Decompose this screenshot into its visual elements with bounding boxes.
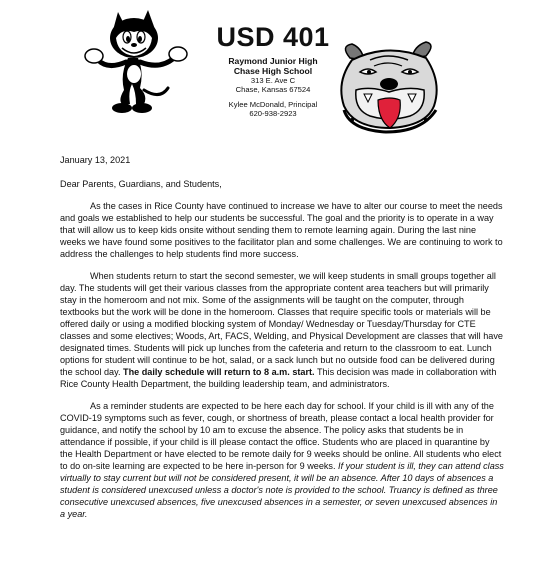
paragraph-3-text: As a reminder students are expected to be here each day for school. If your child is ill with any of the COVID-19 symptoms such as fever, cough, or shortness of breath, please contact a local health provider for guidance, and notify the school by 10 am to excuse the absence. The policy asks that students be in attendance if possible, if your child is ill please contact the office. Students who are placed in quarantine by the Health Department or have elected to be remote daily for 9 weeks should be online. All students who elect to do on-site learning are expected to be here in-person for 9 weeks.	[60, 401, 502, 471]
paragraph-3-italic: If your student is ill, they can attend class virtually to stay current but will not be considered present, it will be an absence. After 10 days of absences a student is considered unexcused unless a doctor's note is provided to the school. Truancy is defined as three consecutive unexcused absences, five unexcused absences in a semester, or seven unexcused absences in a year.	[60, 461, 504, 519]
paragraph-2	[60, 270, 504, 390]
paragraph-2-text: When students return to start the second semester, we will keep students in small groups together all day. The students will get their various classes from the appropriate content area teachers but will primarily stay in the homeroom and not mix. Some of the assignments will be taught on the computer, through textbooks but the work will be done in the homeroom. Classes that require specific tools or materials will be offered daily or using a modified blocking system of Monday/ Wednesday or Tuesday/Thursday for CTE classes and some electives; Woods, Art, FACS, Welding, and Physical Development are classes that will have designated times. Students will pick up lunches from the cafeteria and return to the classroom to eat. Lunch options for student will continue to be hot, salad, or a sack lunch but no outside food can be delivered during the school day.	[60, 271, 503, 377]
letterhead	[200, 22, 346, 119]
letter-body	[60, 154, 504, 530]
city-address: Chase, Kansas 67524	[235, 84, 311, 94]
paragraph-2-end: This decision was made in collaboration with Rice County Health Department, the building leadership team, and administrators.	[60, 367, 497, 389]
paragraph-3	[60, 400, 504, 520]
street-address: 313 E. Ave C	[250, 75, 296, 85]
school-name-1: Raymond Junior High	[228, 56, 318, 67]
bulldog-logo	[330, 38, 448, 134]
felix-cat-logo	[78, 4, 208, 124]
principal-name: Kylee McDonald, Principal	[228, 100, 318, 110]
school-name-2: Chase High School	[233, 65, 313, 76]
letter-greeting: Dear Parents, Guardians, and Students,	[60, 179, 222, 189]
letter-date: January 13, 2021	[60, 155, 131, 165]
phone-number: 620-938-2923	[249, 108, 297, 118]
paragraph-1: As the cases in Rice County have continued to increase we have to alter our course to meet the needs and goals we established to help our students be successful. The goal and the priority is to operate in a way that will allow us to keep kids onsite without sending them to remote learning again. During the last nine weeks we have found some positives to the facilitator plan and some challenges. We are continuing to work to address the challenges to help students find more success.	[60, 201, 503, 259]
district-name: USD 401	[216, 22, 330, 52]
paragraph-2-bold: The daily schedule will return to 8 a.m. start.	[123, 367, 315, 377]
